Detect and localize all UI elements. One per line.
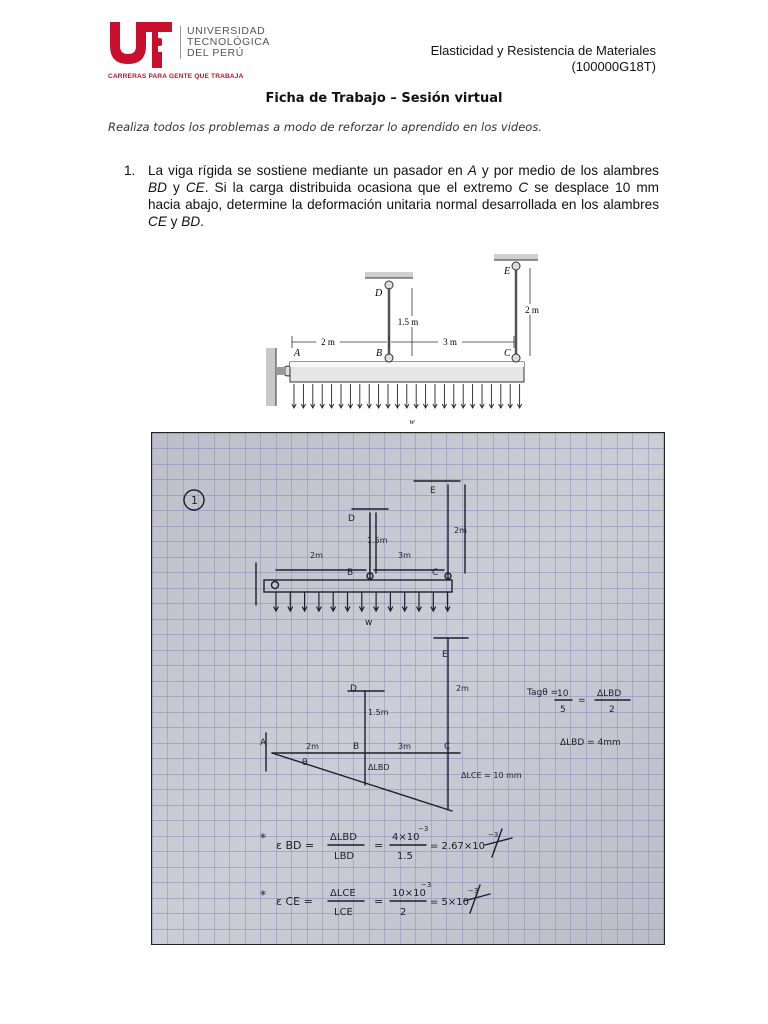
eq1-eq: = xyxy=(374,839,384,852)
label-w: w xyxy=(409,417,415,426)
s2-delta-bd-label: ΔLBD xyxy=(368,763,390,772)
s2-delta-ce-label: ΔLCE = 10 mm xyxy=(461,771,522,780)
dim-bd: 1.5 m xyxy=(397,317,419,327)
utp-logo-mark xyxy=(106,16,176,72)
s1-dim-3m-label: 3m xyxy=(398,551,411,560)
label-e: E xyxy=(504,266,511,277)
s2-dim-2m-vert: 2m xyxy=(456,684,469,693)
s1-dim-2m-vert-label: 2m xyxy=(454,526,467,535)
dim-bc: 3 m xyxy=(443,337,457,347)
ceiling-support-d xyxy=(365,272,413,289)
eq2-lhs: ε CE = xyxy=(276,895,313,908)
dim-ab: 2 m xyxy=(321,337,335,347)
university-name xyxy=(180,26,287,59)
point-c: C xyxy=(518,180,529,195)
eq2-n1: ΔLCE xyxy=(330,888,356,899)
statement-text: se desplace 10 mm hacia abajo, determine la deformación unitaria normal desarrollada en los alambres xyxy=(148,180,659,212)
eq1-result: = 2.67×10 xyxy=(430,841,485,852)
handwritten-solution-photo xyxy=(151,432,665,945)
tan-n1: 10 xyxy=(557,689,569,699)
wire-ce: CE xyxy=(185,180,205,195)
tan-eq: = xyxy=(578,696,586,706)
eq1-d2: 1.5 xyxy=(397,851,413,862)
s1-label-e: E xyxy=(430,486,436,496)
s1-dim-2m-label: 2m xyxy=(310,551,323,560)
problem-number: 1. xyxy=(124,163,136,178)
instructions: Realiza todos los problemas a modo de reforzar lo aprendido en los videos. xyxy=(108,120,542,134)
s2-dim-3m: 3m xyxy=(398,742,411,751)
label-a: A xyxy=(294,348,301,359)
s1-label-c: C xyxy=(432,568,439,578)
s1-dim-15m-label: 1.5m xyxy=(367,536,388,545)
label-c: C xyxy=(504,348,511,359)
logo-tagline: CARRERAS PARA GENTE QUE TRABAJA xyxy=(108,73,244,80)
s2-theta: θ xyxy=(302,758,308,768)
s2-label-a: A xyxy=(260,738,267,748)
dim-ce: 2 m xyxy=(525,305,539,315)
beam-figure xyxy=(262,248,539,428)
label-d: D xyxy=(375,288,383,299)
statement-text: . Si la carga distribuida ocasiona que el extremo xyxy=(204,180,519,195)
course-name: Elasticidad y Resistencia de Materiales xyxy=(430,43,656,58)
tan-lhs: Tagθ = xyxy=(527,688,559,698)
rigid-beam xyxy=(290,362,524,382)
eq2-n2: 10×10 xyxy=(392,888,426,899)
solution-drawing xyxy=(152,433,664,944)
tan-d1: 5 xyxy=(560,705,566,715)
circle-number: 1 xyxy=(191,494,198,507)
point-a: A xyxy=(467,163,477,178)
document-title: Ficha de Trabajo – Sesión virtual xyxy=(265,91,503,106)
pin-bracket xyxy=(276,367,286,375)
wire-bd: BD xyxy=(148,180,167,195)
statement-text: La viga rígida se sostiene mediante un pasador en xyxy=(148,163,468,178)
wire-ce: CE xyxy=(148,214,167,229)
wall-support xyxy=(266,348,276,406)
eq1-n1: ΔLBD xyxy=(330,832,357,843)
course-info xyxy=(431,43,656,75)
delta-bd-result: ΔLBD = 4mm xyxy=(560,738,621,748)
university-line-3: DEL PERÚ xyxy=(187,47,244,59)
eq2-star: * xyxy=(260,888,266,902)
s2-label-c: C xyxy=(444,742,451,752)
statement-text: y xyxy=(166,214,182,229)
s1-label-d: D xyxy=(348,514,355,524)
eq1-d1: LBD xyxy=(334,851,355,862)
eq1-star: * xyxy=(260,831,266,845)
wire-bd: BD xyxy=(181,214,201,229)
problem-1 xyxy=(124,162,659,230)
eq2-result-exp: −3 xyxy=(468,887,479,895)
s1-label-w: w xyxy=(365,618,373,628)
s2-dim-15m: 1.5m xyxy=(368,708,389,717)
problem-statement xyxy=(148,162,659,230)
eq2-d2: 2 xyxy=(400,907,407,918)
statement-text: y xyxy=(166,180,186,195)
pin-c xyxy=(512,354,520,362)
tan-d2: 2 xyxy=(609,705,615,715)
statement-text: y por medio de los alambres xyxy=(476,163,659,178)
distributed-load xyxy=(292,384,522,408)
ceiling-support-e xyxy=(494,254,538,270)
statement-text: . xyxy=(200,214,204,229)
tan-n2: ΔLBD xyxy=(597,689,622,699)
eq2-eq: = xyxy=(374,895,384,908)
university-line-2: TECNOLÓGICA xyxy=(187,36,271,48)
course-code: (100000G18T) xyxy=(571,59,656,74)
eq1-lhs: ε BD = xyxy=(276,839,315,852)
s2-label-d: D xyxy=(350,684,357,694)
s2-dim-2m: 2m xyxy=(306,742,319,751)
pin-b xyxy=(385,354,393,362)
s2-label-b: B xyxy=(353,742,360,752)
eq2-n2-exp: −3 xyxy=(421,881,432,889)
eq1-n2-exp: −3 xyxy=(418,825,429,833)
university-line-1: UNIVERSIDAD xyxy=(187,25,266,37)
eq2-d1: LCE xyxy=(334,907,353,918)
s2-label-e: E xyxy=(442,650,448,660)
label-b: B xyxy=(376,348,383,359)
eq1-n2: 4×10 xyxy=(392,832,420,843)
eq1-result-exp: −3 xyxy=(488,831,499,839)
utp-logo xyxy=(106,16,276,82)
s1-label-b: B xyxy=(347,568,354,578)
eq2-result: = 5×10 xyxy=(430,897,470,908)
